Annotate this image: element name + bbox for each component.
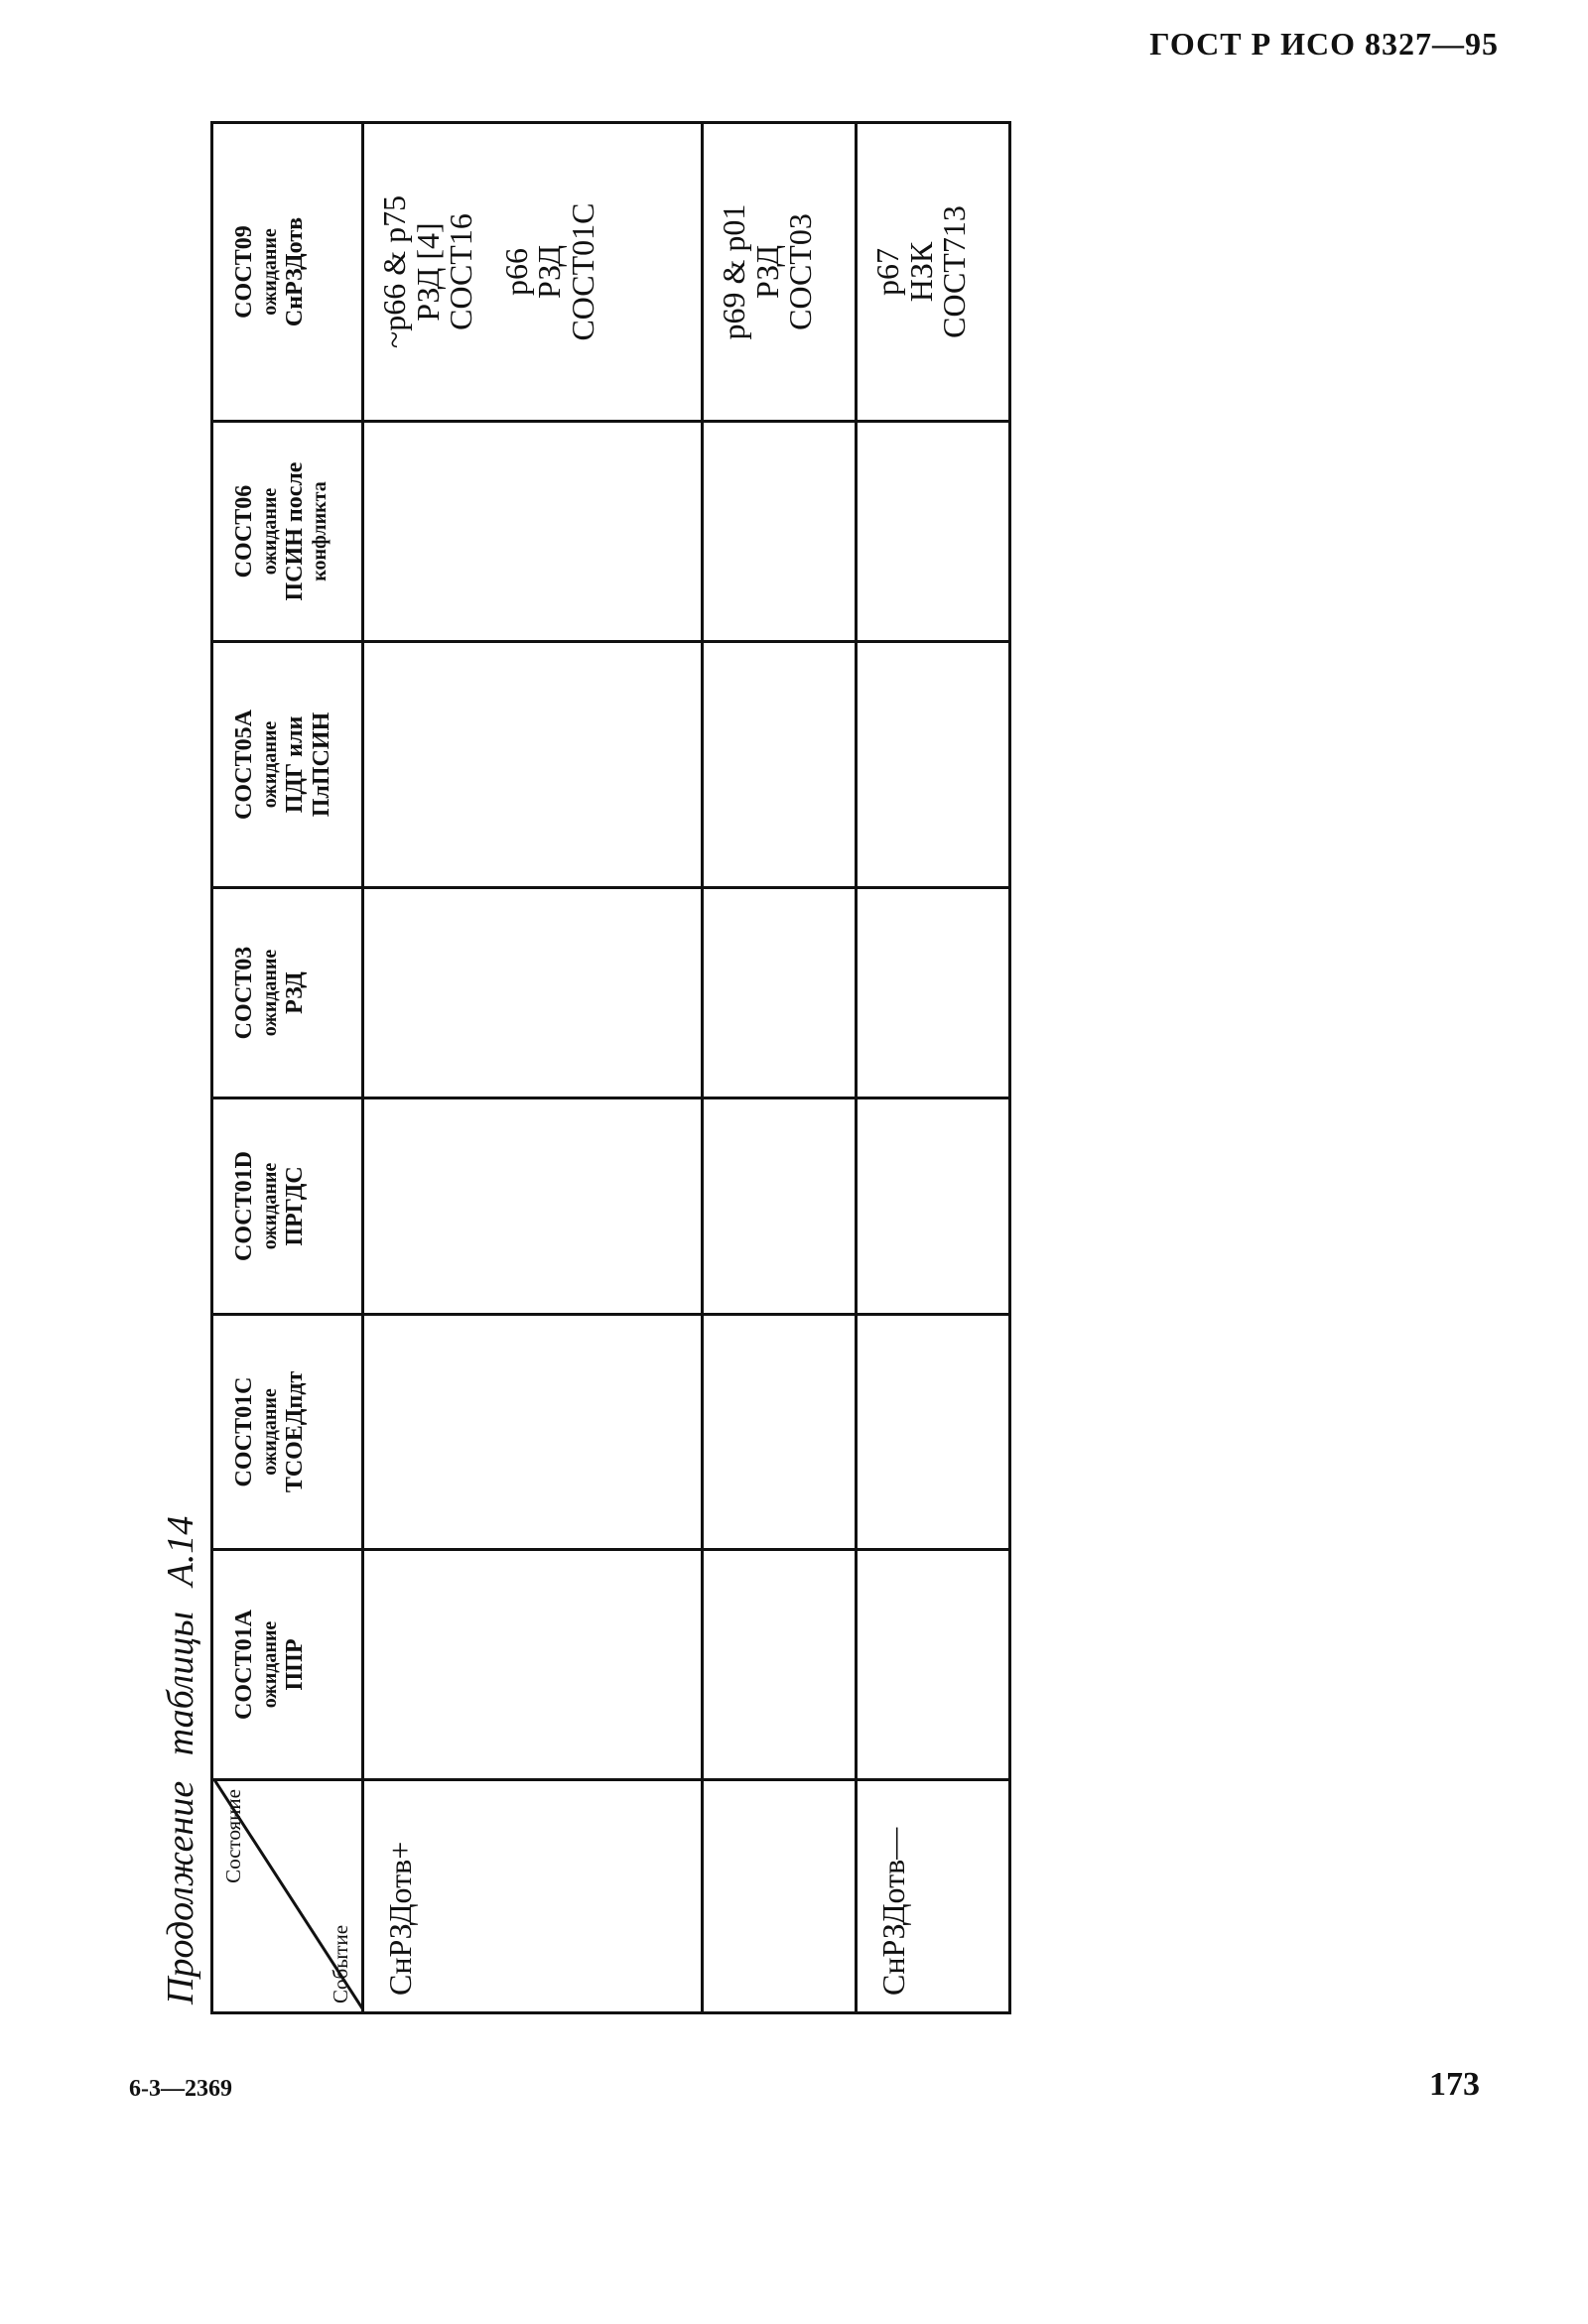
table-cell-empty: [703, 1098, 857, 1315]
corner-state-label: Состояние: [221, 1789, 245, 1883]
action-group: [378, 124, 478, 420]
page-number: 173: [1429, 2066, 1480, 2103]
row-event: СнРЗДотв—: [857, 1780, 1010, 2013]
column-line: РЗД: [281, 971, 308, 1014]
column-line: ожидание: [258, 720, 281, 809]
action-line: ~p66 & p75: [376, 194, 412, 349]
action-line: РЗД: [748, 244, 785, 300]
action-line: СОСТ713: [936, 205, 973, 338]
column-line: ожидание: [258, 228, 281, 316]
table-cell-empty: [703, 1550, 857, 1780]
table-cell-empty: [857, 1315, 1010, 1550]
column-line: ППР: [281, 1638, 308, 1691]
column-line: ПСИН после: [281, 461, 308, 601]
column-line: ожидание: [258, 1162, 281, 1250]
action-group: [871, 124, 972, 420]
column-line: ожидание: [258, 1620, 281, 1709]
column-code: СОСТ09: [231, 225, 257, 319]
column-header-sost01d: [212, 1098, 363, 1315]
column-line: ПлПСИН: [309, 711, 335, 818]
corner-event-label: Событие: [329, 1924, 352, 2003]
column-code: СОСТ01А: [231, 1610, 257, 1720]
column-line: ТСОЕДпдт: [281, 1370, 308, 1493]
column-line: ПДГ или: [281, 715, 308, 814]
table-cell-empty: [857, 422, 1010, 642]
column-line: ожидание: [258, 487, 281, 576]
column-header-sost01c: [212, 1315, 363, 1550]
action-line: РЗД: [531, 244, 568, 300]
table-cell-empty: [703, 888, 857, 1098]
action-cell: [857, 123, 1010, 422]
table-cell-empty: [363, 422, 703, 642]
table-cell-empty: [703, 642, 857, 888]
table-cell-empty: [363, 642, 703, 888]
table-cell-empty: [363, 1550, 703, 1780]
action-line: НЗК: [902, 241, 939, 303]
column-header-sost03: [212, 888, 363, 1098]
action-cell: [703, 123, 857, 422]
row-event: [703, 1780, 857, 2013]
table-cell-empty: [857, 1550, 1010, 1780]
rotated-table: [210, 124, 1008, 2014]
column-code: СОСТ05А: [231, 710, 257, 820]
column-code: СОСТ01D: [231, 1151, 257, 1261]
table-cell-empty: [363, 1315, 703, 1550]
column-line: ожидание: [258, 949, 281, 1037]
column-header-sost05a: [212, 642, 363, 888]
table-cell-empty: [703, 1315, 857, 1550]
action-line: p67: [869, 248, 905, 296]
row-event: СнРЗДотв+: [363, 1780, 703, 2013]
column-line: СнРЗДотв: [281, 216, 308, 327]
action-cell: [363, 123, 703, 422]
print-code: 6-3—2369: [129, 2076, 232, 2102]
corner-cell: [212, 1780, 363, 2013]
table-cell-empty: [363, 888, 703, 1098]
action-line: СОСТ03: [782, 213, 819, 330]
column-code: СОСТ06: [231, 484, 257, 579]
document-standard-header: ГОСТ Р ИСО 8327—95: [1149, 26, 1499, 62]
column-code: СОСТ03: [231, 946, 257, 1040]
action-line: СОСТ01С: [564, 202, 600, 341]
column-header-sost09: [212, 123, 363, 422]
action-line: p69 & p01: [716, 203, 751, 340]
column-line: конфликта: [309, 481, 331, 581]
action-group: [497, 124, 600, 420]
table-cell-empty: [857, 642, 1010, 888]
action-line: СОСТ16: [443, 213, 479, 330]
action-line: РЗД [4]: [409, 222, 446, 322]
action-line: p66: [497, 248, 534, 296]
table-cell-empty: [857, 1098, 1010, 1315]
action-group: [718, 124, 818, 420]
table-cell-empty: [363, 1098, 703, 1315]
column-line: ПРГДС: [281, 1166, 308, 1246]
column-line: ожидание: [258, 1388, 281, 1476]
column-code: СОСТ01С: [231, 1376, 257, 1487]
state-event-table: [210, 121, 1011, 2014]
table-cell-empty: [703, 422, 857, 642]
column-header-sost01a: [212, 1550, 363, 1780]
table-caption: Продолжение таблицы А.14: [160, 1515, 201, 2004]
table-cell-empty: [857, 888, 1010, 1098]
column-header-sost06: [212, 422, 363, 642]
